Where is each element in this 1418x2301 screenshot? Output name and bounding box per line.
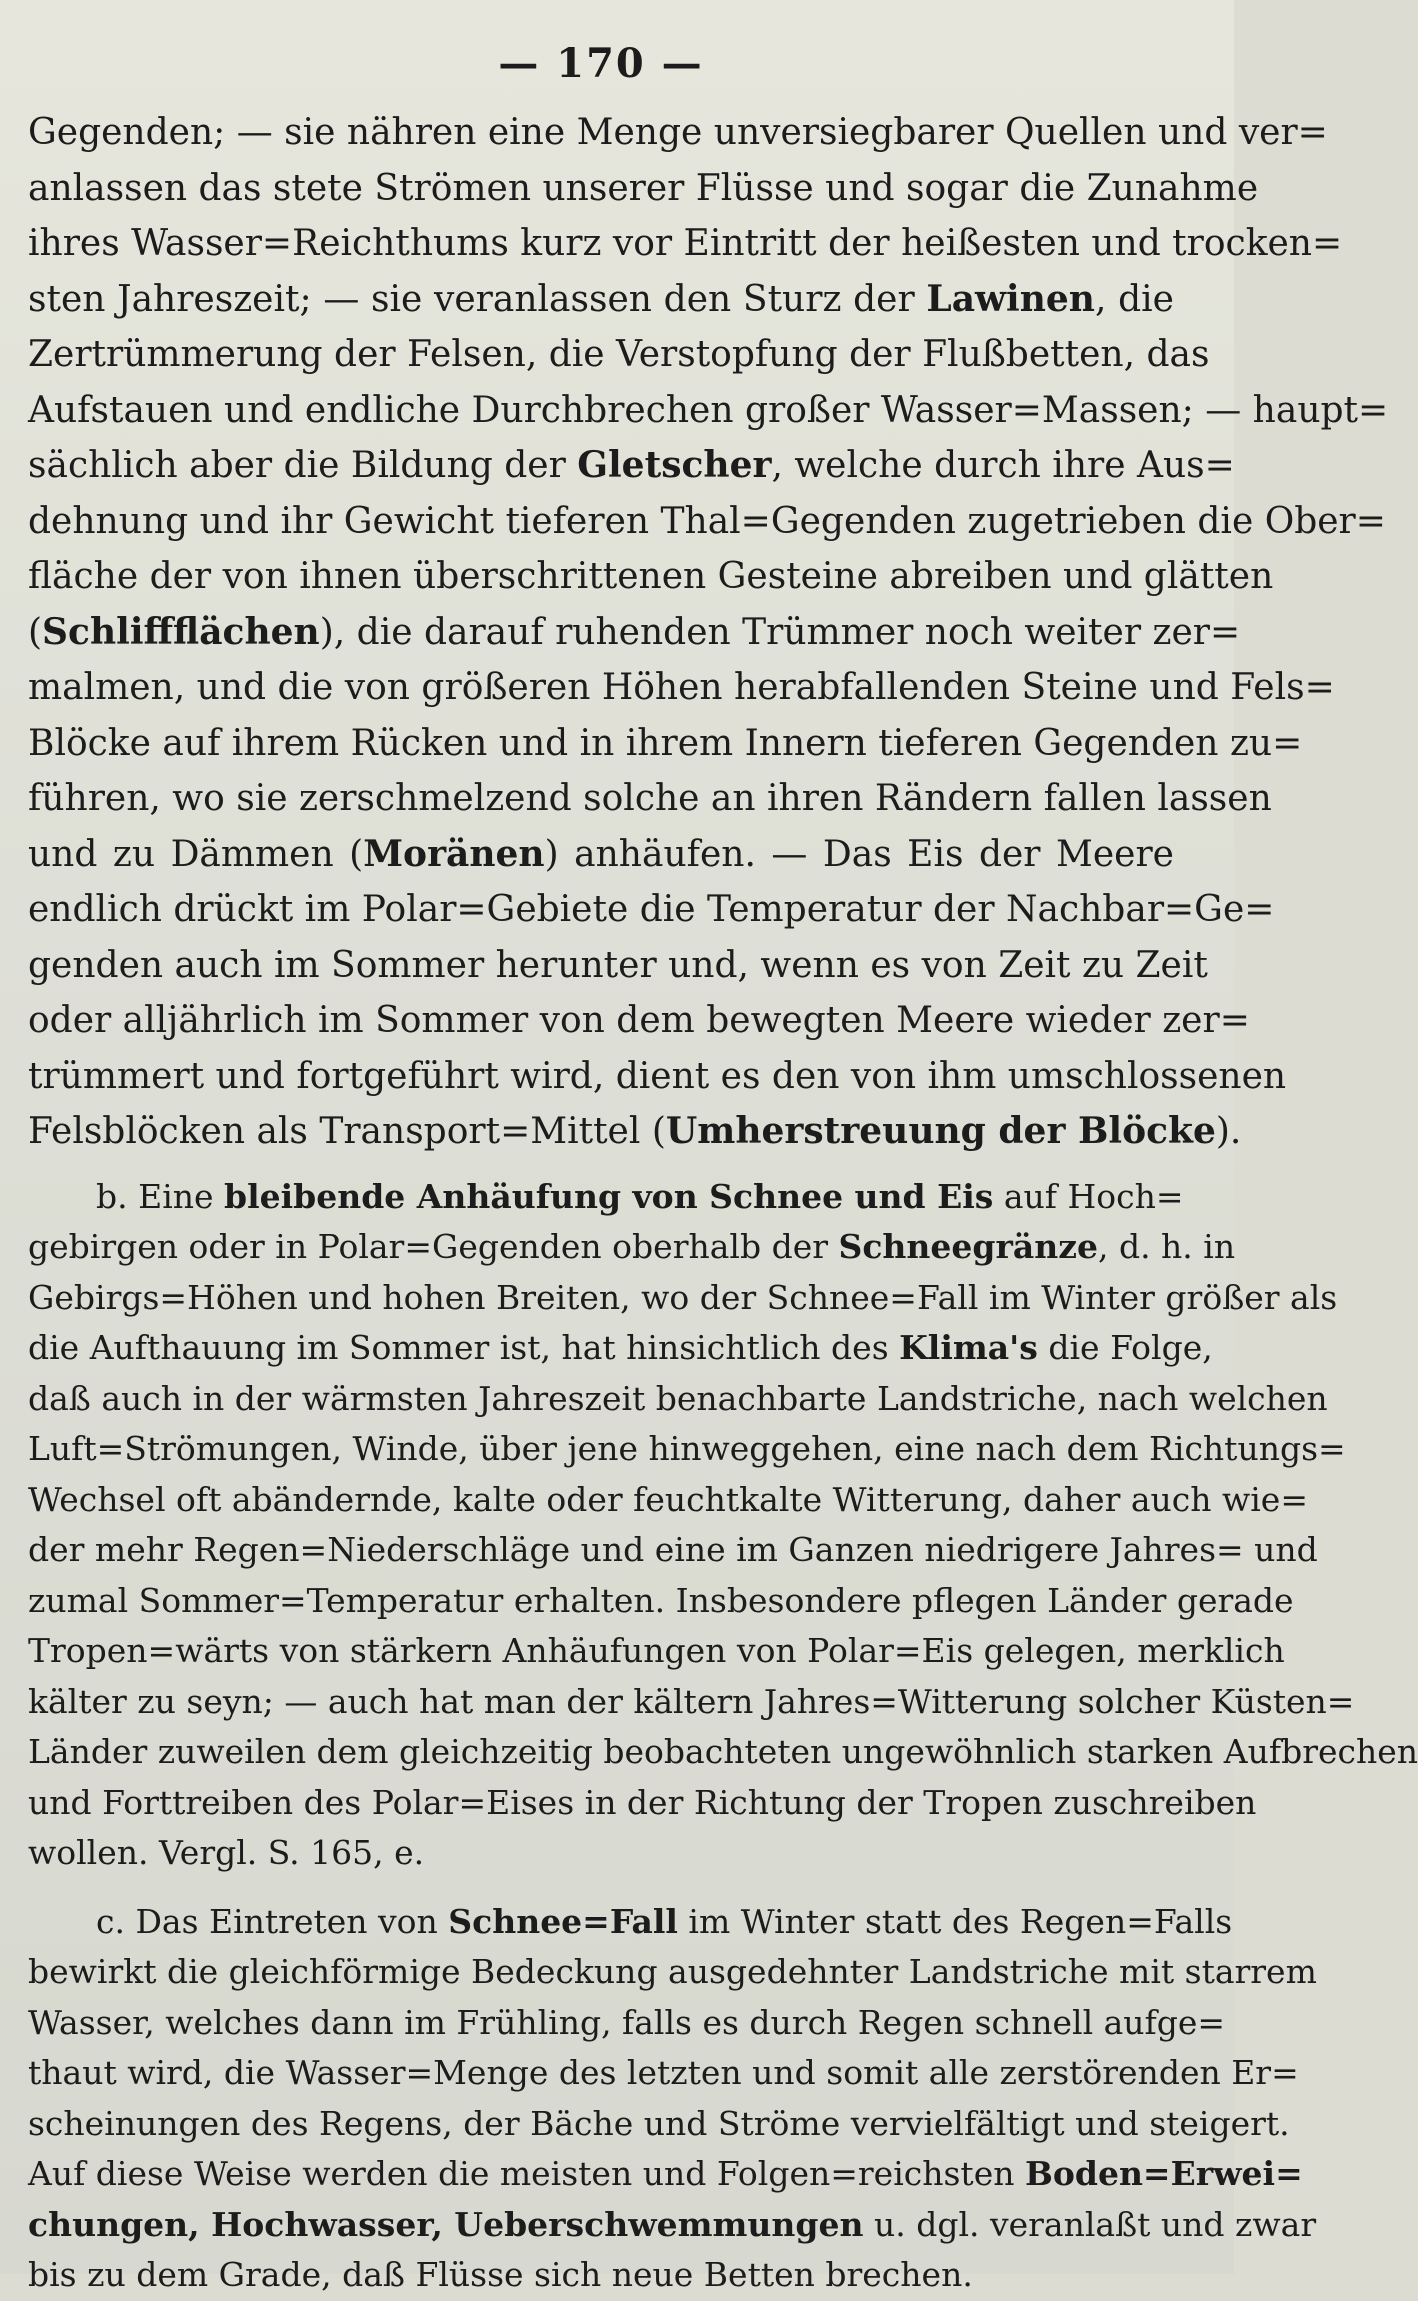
text-line: Gegenden; — sie nähren eine Menge unversiegbarer Quellen und ver= [28,112,1328,153]
text-line: trümmert und fortgeführt wird, dient es den von ihm umschlossenen [28,1055,1287,1097]
emphasized-term: Schliffflächen [42,610,320,653]
text-line: Blöcke auf ihrem Rücken und in ihrem Innern tieferen Gegenden zu= [28,722,1303,764]
text-line: genden auch im Sommer herunter und, wenn es von Zeit zu Zeit [28,944,1208,986]
text-line: scheinungen des Regens, der Bäche und Ströme vervielfältigt und steigert. [28,2103,1290,2143]
text-line: b. Eine bleibende Anhäufung von Schnee und Eis auf Hoch= [96,1176,1184,1216]
text-line: gebirgen oder in Polar=Gegenden oberhalb der Schneegränze, d. h. in [28,1227,1236,1266]
text-line: sten Jahreszeit; — sie veranlassen den Sturz der Lawinen, die [28,277,1174,320]
text-line: Aufstauen und endliche Durchbrechen großer Wasser=Massen; — haupt= [28,389,1389,431]
emphasized-term: chungen, Hochwasser, Ueberschwemmungen [28,2204,864,2244]
text-line: führen, wo sie zerschmelzend solche an ihren Rändern fallen lassen [28,778,1272,819]
text-line: bis zu dem Grade, daß Flüsse sich neue Betten brechen. [28,2255,973,2294]
text-line: malmen, und die von größeren Höhen herabfallenden Steine und Fels= [28,667,1335,708]
text-line: die Aufthauung im Sommer ist, hat hinsichtlich des Klima's die Folge, [28,1328,1213,1367]
text-line: endlich drückt im Polar=Gebiete die Temperatur der Nachbar=Ge= [28,889,1275,930]
text-line: und zu Dämmen (Moränen) anhäufen. — Das Eis der Meere [28,832,1174,875]
text-line: oder alljährlich im Sommer von dem bewegten Meere wieder zer= [28,1000,1250,1041]
emphasized-term: Moränen [363,832,545,875]
emphasized-term: Umherstreuung der Blöcke [665,1110,1216,1152]
text-line: fläche der von ihnen überschrittenen Gesteine abreiben und glätten [28,556,1274,597]
paragraph-main [28,105,1389,1160]
text-line: thaut wird, die Wasser=Menge des letzten und somit alle zerstörenden Er= [28,2053,1299,2092]
text-line: (Schliffflächen), die darauf ruhenden Trümmer noch weiter zer= [28,610,1241,653]
text-line: Zertrümmerung der Felsen, die Verstopfung der Flußbetten, das [28,334,1210,375]
text-line: zumal Sommer=Temperatur erhalten. Insbesondere pflegen Länder gerade [28,1580,1294,1620]
emphasized-term: Klima's [899,1328,1038,1367]
text-line: dehnung und ihr Gewicht tieferen Thal=Gegenden zugetrieben die Ober= [28,500,1386,542]
text-line: Luft=Strömungen, Winde, über jene hinweggehen, eine nach dem Richtungs= [28,1429,1346,1468]
text-line: sächlich aber die Bildung der Gletscher, welche durch ihre Aus= [28,444,1235,486]
page-number: — 170 — [498,40,704,87]
text-line: Gebirgs=Höhen und hohen Breiten, wo der Schnee=Fall im Winter größer als [28,1277,1338,1317]
text-line: und Forttreiben des Polar=Eises in der Richtung der Tropen zuschreiben [28,1782,1257,1822]
emphasized-term: Schnee=Fall [448,1901,678,1941]
text-line: ihres Wasser=Reichthums kurz vor Eintritt der heißesten und trocken= [28,223,1343,264]
text-line: Felsblöcken als Transport=Mittel (Umherstreuung der Blöcke). [28,1110,1242,1152]
text-line: der mehr Regen=Niederschläge und eine im Ganzen niedrigere Jahres= und [28,1530,1318,1569]
emphasized-term: bleibende Anhäufung von Schnee und Eis [224,1176,994,1216]
text-line: Tropen=wärts von stärkern Anhäufungen von Polar=Eis gelegen, merklich [28,1631,1285,1670]
text-line: c. Das Eintreten von Schnee=Fall im Winter statt des Regen=Falls [96,1901,1233,1941]
text-line: kälter zu seyn; — auch hat man der kältern Jahres=Witterung solcher Küsten= [28,1681,1355,1721]
text-line: bewirkt die gleichförmige Bedeckung ausgedehnter Landstriche mit starrem [28,1952,1317,1991]
text-line: Auf diese Weise werden die meisten und Folgen=reichsten Boden=Erwei= [28,2154,1303,2193]
text-line: anlassen das stete Strömen unserer Flüsse und sogar die Zunahme [28,167,1259,209]
text-line: daß auch in der wärmsten Jahreszeit benachbarte Landstriche, nach welchen [28,1378,1328,1418]
text-line: Wasser, welches dann im Frühling, falls es durch Regen schnell aufge= [28,2002,1226,2042]
text-line: Wechsel oft abändernde, kalte oder feuchtkalte Witterung, daher auch wie= [28,1479,1308,1519]
text-line: chungen, Hochwasser, Ueberschwemmungen u. dgl. veranlaßt und zwar [28,2204,1317,2244]
text-line: Länder zuweilen dem gleichzeitig beobachteten ungewöhnlich starken Aufbrechen [28,1732,1418,1771]
emphasized-term: Schneegränze [838,1227,1098,1266]
emphasized-term: Boden=Erwei= [1024,2154,1303,2193]
emphasized-term: Gletscher [577,444,772,486]
paragraph-b [28,1172,1418,1879]
paragraph-c [28,1897,1317,2301]
text-line: wollen. Vergl. S. 165, e. [28,1833,425,1872]
emphasized-term: Lawinen [926,277,1095,320]
